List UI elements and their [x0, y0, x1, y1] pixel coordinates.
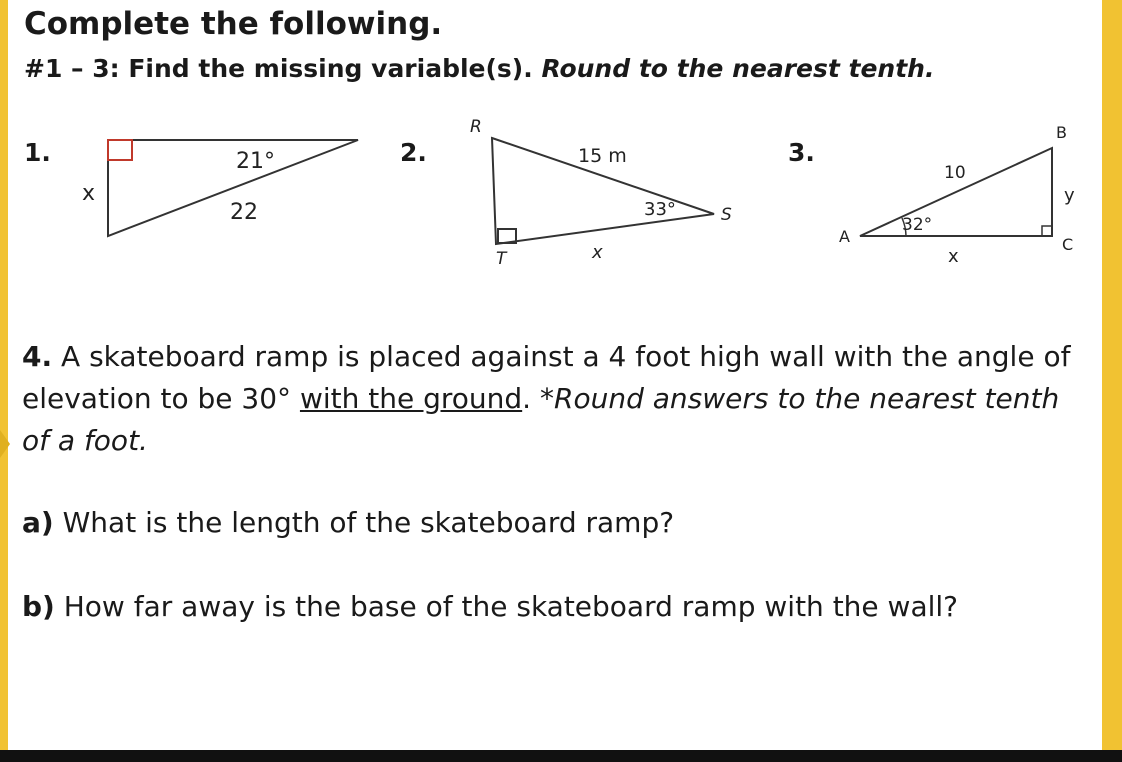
question-4a: [22, 502, 674, 544]
part-a-label: a): [22, 506, 54, 539]
triangle-3-shape: [860, 148, 1052, 236]
problem-1-angle-label: 21°: [236, 149, 275, 174]
part-a-text: What is the length of the skateboard ramp?: [53, 506, 675, 539]
problem-1-side-label: 22: [230, 200, 258, 225]
problem-2-angle-label: 33°: [644, 199, 676, 220]
problem-1-unknown-label: x: [82, 181, 96, 206]
problem-3-number: 3.: [788, 138, 815, 167]
question-4b: [22, 586, 1082, 628]
question-4-underlined: with the ground: [299, 382, 523, 415]
vertex-a-label: A: [839, 227, 850, 246]
vertex-c-label: C: [1062, 235, 1074, 254]
question-4-text-1: A skateboard ramp is placed against a 4 foot high wall with the angle of elevation to be 30°: [22, 340, 1071, 415]
problem-2-hypotenuse-label: 15 m: [578, 145, 627, 167]
question-4-number: 4.: [22, 340, 53, 373]
vertex-r-label: R: [470, 117, 482, 137]
instruction-main: #1 – 3: Find the missing variable(s).: [24, 54, 533, 83]
question-4-text-2: . *: [522, 382, 554, 415]
problem-1-number: 1.: [24, 138, 51, 167]
vertex-b-label: B: [1056, 123, 1067, 142]
problem-3-hypotenuse-label: 10: [944, 163, 966, 183]
instruction-round: Round to the nearest tenth.: [541, 54, 935, 83]
right-angle-marker-3: [1042, 226, 1052, 236]
page-title: Complete the following.: [24, 6, 443, 42]
problem-3-x-label: x: [948, 246, 959, 267]
vertex-t-label: T: [496, 249, 507, 269]
problem-2-unknown-label: x: [592, 242, 603, 263]
part-b-text: How far away is the base of the skateboard ramp with the wall?: [54, 590, 959, 623]
part-b-label: b): [22, 590, 55, 623]
question-4: [22, 336, 1082, 462]
vertex-s-label: S: [721, 205, 732, 225]
question-4-rounding-note: Round answers to the nearest tenth of a foot.: [22, 382, 1060, 457]
problem-3-y-label: y: [1064, 185, 1075, 206]
problem-2-number: 2.: [400, 138, 427, 167]
problem-3-angle-label: 32°: [902, 215, 933, 235]
